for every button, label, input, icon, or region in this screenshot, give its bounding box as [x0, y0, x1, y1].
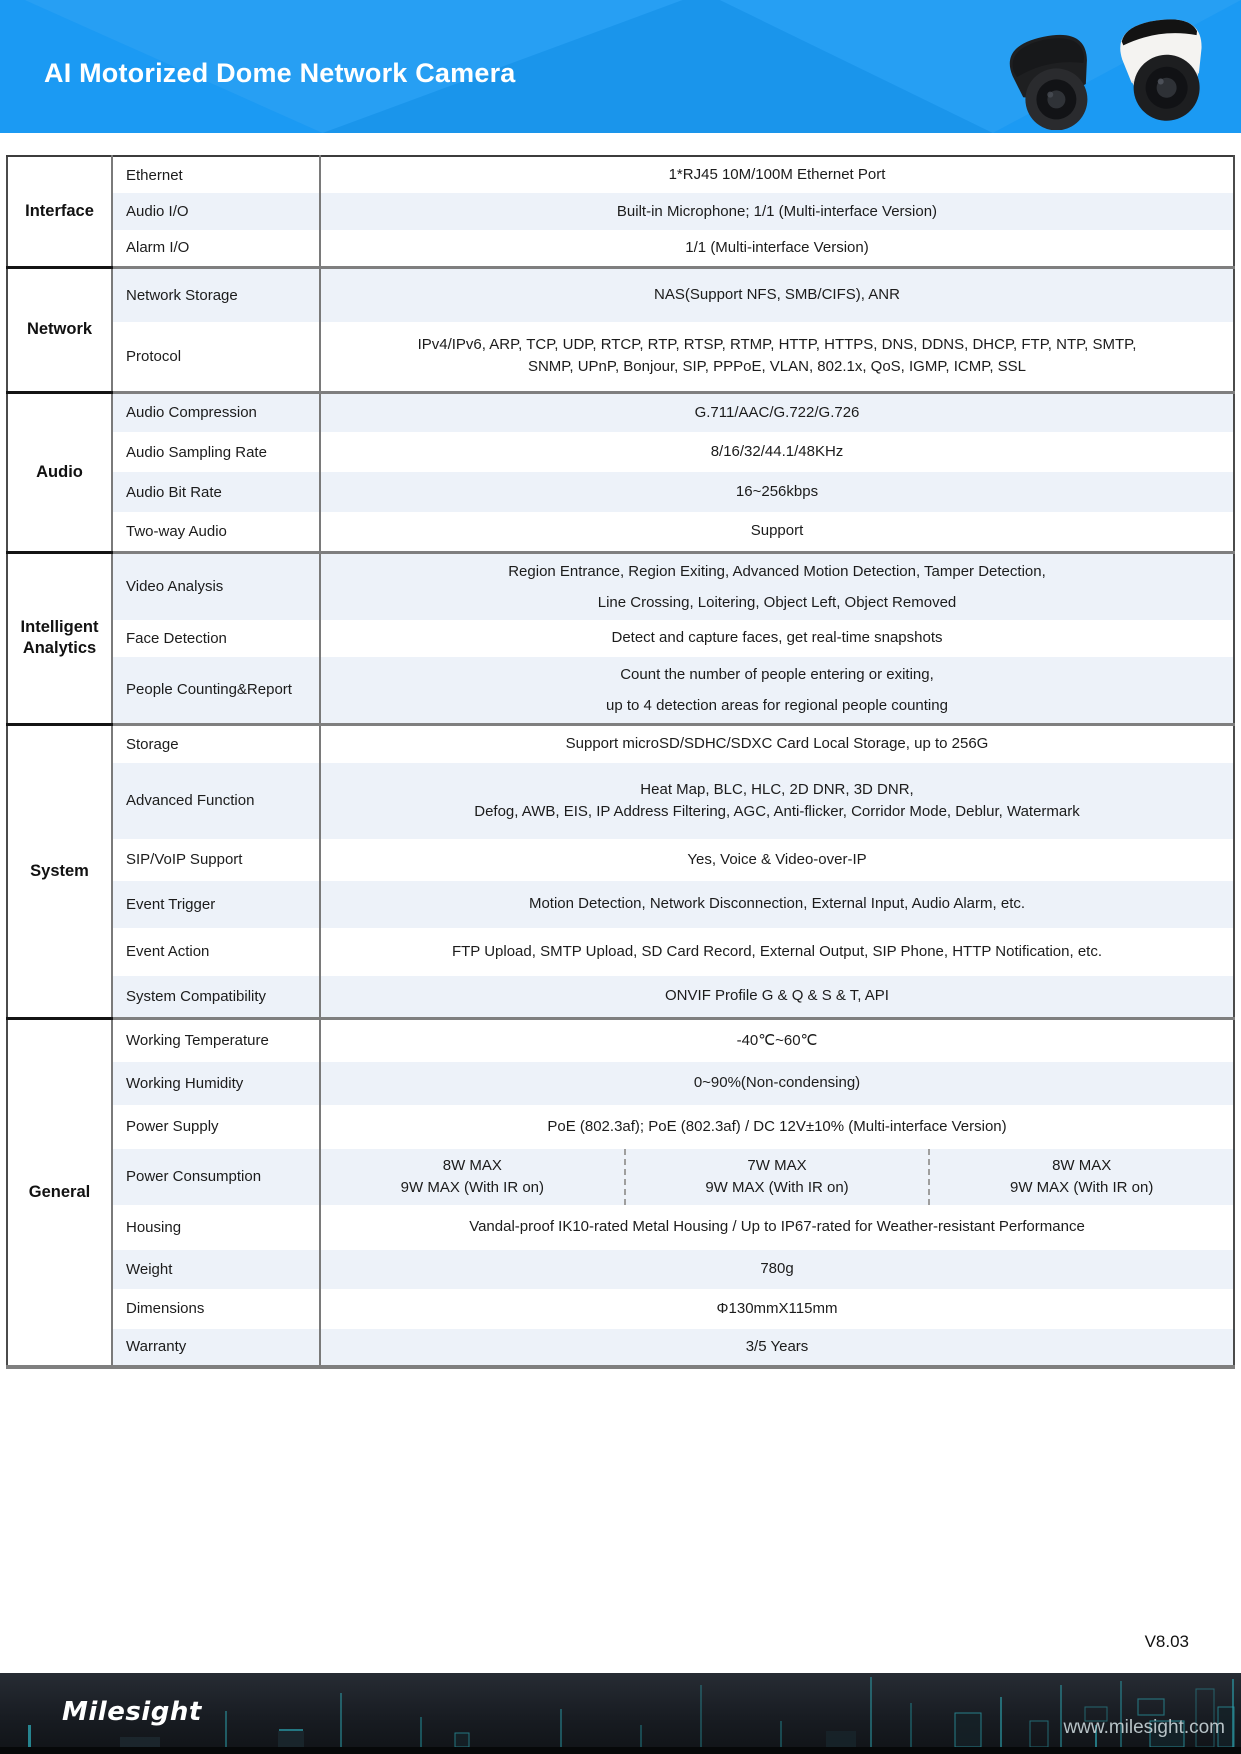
table-row: [7, 432, 1234, 472]
spec-label-cell: Housing: [112, 1205, 320, 1250]
spec-value-text: up to 4 detection areas for regional people counting: [606, 696, 948, 714]
spec-value-cell: [320, 881, 1234, 928]
spec-value-text: Heat Map, BLC, HLC, 2D DNR, 3D DNR,: [640, 780, 914, 798]
spec-label-cell: Audio I/O: [112, 193, 320, 230]
spec-value-cell: [320, 267, 1234, 322]
spec-label-cell: Power Supply: [112, 1105, 320, 1149]
spec-value-text: Motion Detection, Network Disconnection, External Input, Audio Alarm, etc.: [528, 895, 1026, 912]
spec-value-cell: [320, 763, 1234, 839]
product-image-dome-cameras: [987, 12, 1237, 130]
spec-value-text: FTP Upload, SMTP Upload, SD Card Record, External Output, SIP Phone, HTTP Notification, etc.: [451, 942, 1103, 960]
table-row: [7, 657, 1234, 725]
spec-value-cell: [320, 392, 1234, 432]
spec-value-cell: [320, 839, 1234, 881]
table-row: [7, 1062, 1234, 1105]
spec-value-cell: [320, 193, 1234, 230]
spec-value-cell: [320, 1329, 1234, 1367]
table-row: [7, 472, 1234, 512]
spec-label-cell: Audio Sampling Rate: [112, 432, 320, 472]
spec-value-text: ONVIF Profile G & Q & S & T, API: [665, 987, 889, 1005]
spec-label-cell: Weight: [112, 1250, 320, 1289]
table-row: [7, 881, 1234, 928]
spec-label-cell: Audio Bit Rate: [112, 472, 320, 512]
power-consumption-col: [928, 1149, 1233, 1205]
spec-value-cell: [320, 1250, 1234, 1289]
spec-label-cell: People Counting&Report: [112, 657, 320, 725]
table-row: [7, 928, 1234, 976]
spec-value-cell: [320, 512, 1234, 552]
spec-label-cell: Video Analysis: [112, 552, 320, 620]
table-row: [7, 156, 1234, 193]
footer-bottom-strip: [0, 1747, 1241, 1754]
spec-value-text: PoE (802.3af); PoE (802.3af) / DC 12V±10% (Multi-interface Version): [547, 1117, 1007, 1135]
spec-label-cell: System Compatibility: [112, 976, 320, 1019]
spec-label-cell: Event Action: [112, 928, 320, 976]
table-row: [7, 552, 1234, 620]
spec-value-cell: [320, 620, 1234, 657]
spec-value-cell: [320, 230, 1234, 267]
spec-label-cell: Dimensions: [112, 1289, 320, 1329]
spec-table: [6, 155, 1235, 1369]
spec-value-text: Defog, AWB, EIS, IP Address Filtering, AGC, Anti-flicker, Corridor Mode, Deblur, Watermark: [474, 802, 1080, 820]
spec-value-text: -40℃~60℃: [736, 1031, 818, 1049]
spec-value-text: 16~256kbps: [735, 483, 819, 500]
spec-value-text: Vandal-proof IK10-rated Metal Housing / Up to IP67-rated for Weather-resistant Performance: [469, 1218, 1085, 1235]
power-consumption-columns: [321, 1149, 1233, 1205]
power-consumption-col: [321, 1149, 624, 1205]
spec-label-cell: Audio Compression: [112, 392, 320, 432]
spec-value-text: Line Crossing, Loitering, Object Left, Object Removed: [597, 593, 957, 611]
table-row: [7, 763, 1234, 839]
table-row: [7, 1149, 1234, 1205]
table-row: [7, 1019, 1234, 1062]
table-row: [7, 1289, 1234, 1329]
spec-value-text: Yes, Voice & Video-over-IP: [687, 850, 867, 868]
spec-label-cell: Protocol: [112, 322, 320, 392]
spec-category-cell: General: [7, 1019, 112, 1367]
spec-value-text: Support: [750, 522, 804, 540]
table-row: [7, 1105, 1234, 1149]
spec-value-cell: [320, 1019, 1234, 1062]
spec-value-text: NAS(Support NFS, SMB/CIFS), ANR: [654, 286, 900, 304]
spec-value-text: 8W MAX: [1052, 1156, 1112, 1174]
spec-value-text: 8/16/32/44.1/48KHz: [710, 443, 844, 460]
spec-value-cell: [320, 552, 1234, 620]
spec-label-cell: Face Detection: [112, 620, 320, 657]
spec-value-text: Φ130mmX115mm: [716, 1299, 838, 1317]
spec-category-cell: Network: [7, 267, 112, 392]
footer-website-link[interactable]: www.milesight.com: [1063, 1717, 1225, 1738]
spec-category-cell: System: [7, 725, 112, 1019]
spec-category-cell: Intelligent Analytics: [7, 552, 112, 725]
footer: [0, 1673, 1241, 1754]
spec-value-cell: [320, 322, 1234, 392]
power-consumption-col: [624, 1149, 929, 1205]
milesight-logo: Milesight: [62, 1697, 202, 1727]
spec-label-cell: Two-way Audio: [112, 512, 320, 552]
table-row: [7, 976, 1234, 1019]
spec-value-text: 780g: [760, 1260, 794, 1277]
spec-value-cell: [320, 156, 1234, 193]
table-row: [7, 512, 1234, 552]
spec-value-cell: [320, 1105, 1234, 1149]
table-row: [7, 267, 1234, 322]
spec-label-cell: Network Storage: [112, 267, 320, 322]
spec-value-text: IPv4/IPv6, ARP, TCP, UDP, RTCP, RTP, RTSP, RTMP, HTTP, HTTPS, DNS, DDNS, DHCP, FTP, NTP, SMTP,: [417, 336, 1137, 354]
spec-value-text: Support microSD/SDHC/SDXC Card Local Storage, up to 256G: [565, 735, 989, 753]
version-label: V8.03: [1144, 1632, 1189, 1651]
spec-value-text: 7W MAX: [747, 1156, 807, 1174]
spec-label-cell: Event Trigger: [112, 881, 320, 928]
page-title: AI Motorized Dome Network Camera: [44, 58, 516, 88]
spec-value-cell: [320, 472, 1234, 512]
spec-label-cell: Storage: [112, 725, 320, 763]
spec-value-cell: [320, 1289, 1234, 1329]
spec-value-text: 3/5 Years: [745, 1337, 809, 1355]
spec-value-cell: [320, 657, 1234, 725]
spec-label-cell: Warranty: [112, 1329, 320, 1367]
table-row: [7, 1250, 1234, 1289]
spec-label-cell: Advanced Function: [112, 763, 320, 839]
table-row: [7, 1205, 1234, 1250]
table-row: [7, 322, 1234, 392]
table-row: [7, 620, 1234, 657]
table-row: [7, 230, 1234, 267]
spec-category-cell: Interface: [7, 156, 112, 267]
spec-category-cell: Audio: [7, 392, 112, 552]
spec-value-cell: [320, 725, 1234, 763]
spec-value-cell: [320, 1205, 1234, 1250]
spec-value-text: 9W MAX (With IR on): [400, 1178, 545, 1196]
spec-label-cell: Ethernet: [112, 156, 320, 193]
spec-label-cell: Working Humidity: [112, 1062, 320, 1105]
table-row: [7, 725, 1234, 763]
spec-value-cell: [320, 432, 1234, 472]
spec-label-cell: SIP/VoIP Support: [112, 839, 320, 881]
spec-value-text: Built-in Microphone; 1/1 (Multi-interface Version): [616, 202, 938, 220]
table-row: [7, 839, 1234, 881]
table-row: [7, 392, 1234, 432]
spec-label-cell: Working Temperature: [112, 1019, 320, 1062]
spec-value-text: 1*RJ45 10M/100M Ethernet Port: [668, 166, 886, 183]
header-banner: [0, 0, 1241, 133]
spec-value-text: 0~90%(Non-condensing): [693, 1074, 861, 1091]
spec-value-text: SNMP, UPnP, Bonjour, SIP, PPPoE, VLAN, 802.1x, QoS, IGMP, ICMP, SSL: [527, 358, 1027, 376]
table-row: [7, 1329, 1234, 1367]
spec-value-text: Count the number of people entering or exiting,: [620, 665, 934, 683]
table-row: [7, 193, 1234, 230]
power-consumption-cell: [320, 1149, 1234, 1205]
spec-value-text: 9W MAX (With IR on): [1010, 1178, 1154, 1196]
spec-label-cell: Alarm I/O: [112, 230, 320, 267]
spec-label-cell: Power Consumption: [112, 1149, 320, 1205]
spec-value-text: Region Entrance, Region Exiting, Advanced Motion Detection, Tamper Detection,: [508, 562, 1046, 580]
spec-value-cell: [320, 976, 1234, 1019]
spec-value-cell: [320, 1062, 1234, 1105]
spec-value-text: 8W MAX: [442, 1156, 502, 1174]
spec-value-cell: [320, 928, 1234, 976]
spec-value-text: G.711/AAC/G.722/G.726: [694, 403, 860, 421]
spec-value-text: Detect and capture faces, get real-time snapshots: [611, 629, 943, 646]
spec-value-text: 1/1 (Multi-interface Version): [685, 238, 869, 256]
spec-value-text: 9W MAX (With IR on): [705, 1178, 849, 1196]
